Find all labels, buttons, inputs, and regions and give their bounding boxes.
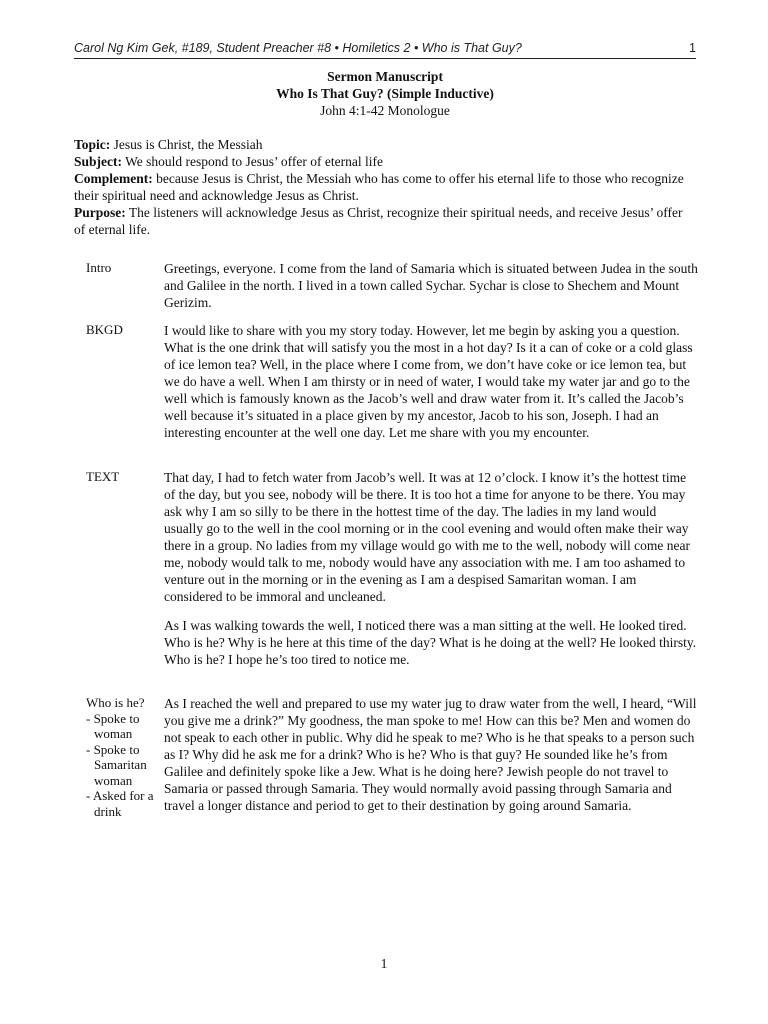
complement-text: because Jesus is Christ, the Messiah who has come to offer his eternal life to those who recognize their spiritual need and acknowledge Jesus as Christ. <box>74 171 684 203</box>
section-text <box>164 260 698 323</box>
topic-line <box>74 136 696 153</box>
complement-label: Complement: <box>74 171 153 186</box>
topic-label: Topic: <box>74 137 111 152</box>
section-text <box>164 695 698 826</box>
section-text <box>164 322 698 453</box>
margin-notes <box>86 695 162 819</box>
section-label: BKGD <box>86 322 123 337</box>
paragraph: As I reached the well and prepared to use my water jug to draw water from the well, I heard, “Will you give me a drink?” My goodness, the man spoke to me! How can this be? Men and women do not speak to each other in public. Why did he speak to me? Who is he that speaks to a person such as I? Why did he ask me for a drink? Who is he? Who is that guy? He sounded like he’s from Galilee and definitely spoke like a Jew. What is he doing here? Jewish people do not travel to Samaria or passed through Samaria. They would normally avoid passing through Samaria and travel a longer distance and period to get to their destination by going around Samaria. <box>164 696 697 813</box>
paragraph: As I was walking towards the well, I noticed there was a man sitting at the well. He looked tired. Who is he? Why is he here at this time of the day? What is he doing at the well? He looked thirsty. Who is he? I hope he’s too tired to notice me. <box>164 618 697 667</box>
header-page-number: 1 <box>689 41 696 55</box>
scripture-reference: John 4:1-42 Monologue <box>320 103 450 118</box>
section-text <box>164 469 698 680</box>
purpose-label: Purpose: <box>74 205 126 220</box>
margin-note: Who is he? <box>86 695 145 710</box>
purpose-line <box>74 204 696 238</box>
purpose-text: The listeners will acknowledge Jesus as Christ, recognize their spiritual needs, and receive Jesus’ offer of eternal life. <box>74 205 683 237</box>
margin-note: - Spoke to Samaritan woman <box>86 741 147 788</box>
title-block <box>74 68 696 119</box>
paragraph: I would like to share with you my story today. However, let me begin by asking you a question. What is the one drink that will satisfy you the most in a hot day? Is it a can of coke or a cold glass of ice lemon tea? Well, in the place where I come from, we don’t have coke or ice lemon tea, but we do have a well. When I am thirsty or in need of water, I would take my water jar and go to the well which is famously known as the Jacob’s well and draw water from it. It’s called the Jacob’s well because it’s situated in a place given by my ancestor, Jacob to his son, Joseph. I had an interesting encounter at the well one day. Let me share with you my encounter. <box>164 323 693 440</box>
topic-text: Jesus is Christ, the Messiah <box>110 137 263 152</box>
footer-page-number: 1 <box>380 956 388 971</box>
running-header <box>74 40 696 59</box>
sermon-meta <box>74 136 696 238</box>
complement-line <box>74 170 696 204</box>
subject-line <box>74 153 696 170</box>
document-title: Sermon Manuscript <box>327 69 443 84</box>
header-title: Carol Ng Kim Gek, #189, Student Preacher #8 • Homiletics 2 • Who is That Guy? <box>74 41 522 55</box>
margin-note: - Asked for a drink <box>86 788 154 819</box>
paragraph: Greetings, everyone. I come from the land of Samaria which is situated between Judea in the south and Galilee in the north. I lived in a town called Sychar. Sychar is close to Shechem and Mount Gerizim. <box>164 261 698 310</box>
subject-label: Subject: <box>74 154 122 169</box>
paragraph: That day, I had to fetch water from Jacob’s well. It was at 12 o’clock. I know it’s the hottest time of the day, but you see, nobody will be there. It is too hot a time for anyone to be there. You may ask why I am so silly to be there in the hottest time of the day. The ladies in my land would usually go to the well in the cool morning or in the cool evening and would often make their way there in a group. No ladies from my village would go with me to the well, nobody will come near me, nobody would talk to me, nobody would have any association with me. I am too ashamed to venture out in the morning or in the evening as I am a despised Samaritan woman. I am considered to be immoral and uncleaned. <box>164 470 691 604</box>
section-label: Intro <box>86 260 112 275</box>
subject-text: We should respond to Jesus’ offer of eternal life <box>122 154 383 169</box>
sermon-title: Who Is That Guy? (Simple Inductive) <box>276 86 494 101</box>
margin-note: - Spoke to woman <box>86 710 140 741</box>
section-label: TEXT <box>86 469 120 484</box>
